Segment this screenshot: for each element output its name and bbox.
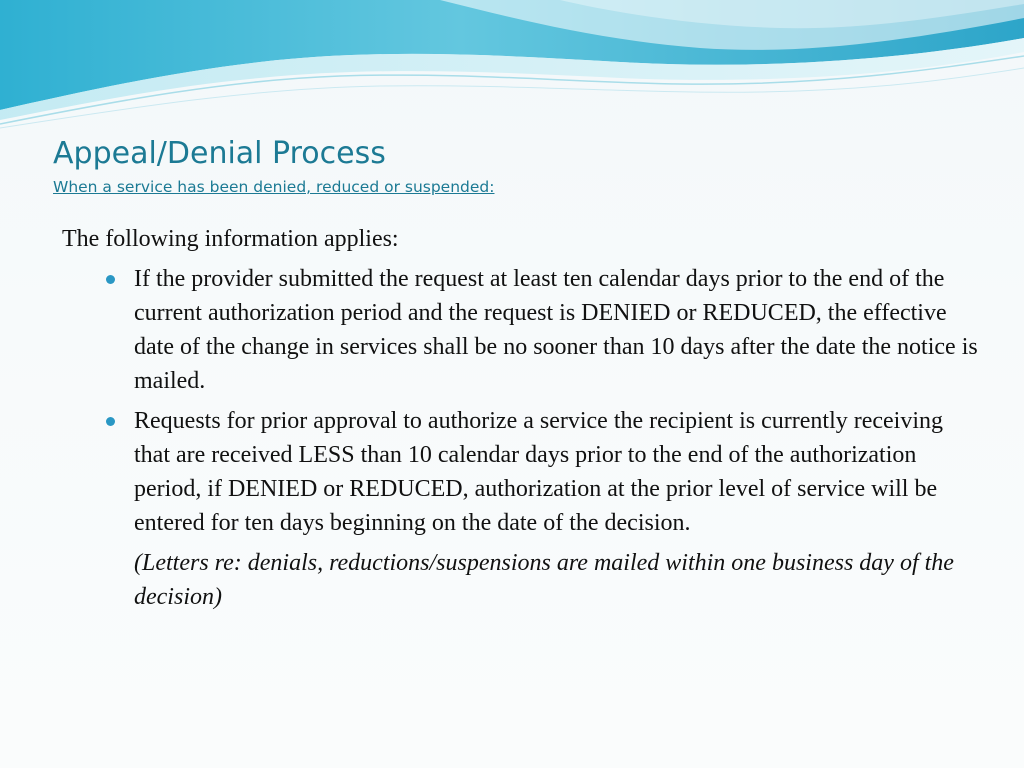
header-wave-decoration <box>0 0 1024 130</box>
slide-body <box>62 222 982 614</box>
slide-subtitle: When a service has been denied, reduced or suspended: <box>53 178 495 196</box>
bullet-list <box>62 262 982 540</box>
bullet-dot-icon <box>106 275 115 284</box>
note-text: (Letters re: denials, reductions/suspensions are mailed within one business day of the decision) <box>134 550 954 610</box>
lead-text: The following information applies: <box>62 226 399 252</box>
slide-title: Appeal/Denial Process <box>53 136 386 171</box>
bullet-text: If the provider submitted the request at least ten calendar days prior to the end of the current authorization period and the request is DENIED or REDUCED, the effective date of the change in services shall be no sooner than 10 days after the date the notice is mailed. <box>134 266 978 394</box>
bullet-dot-icon <box>106 417 115 426</box>
bullet-item <box>62 262 982 398</box>
bullet-text: Requests for prior approval to authorize a service the recipient is currently receiving that are received LESS than 10 calendar days prior to the end of the authorization period, if DENIED or REDUCED, authorization at the prior level of service will be entered for ten days beginning on the date of the decision. <box>134 408 944 536</box>
title-block <box>53 134 993 198</box>
bullet-item <box>62 404 982 540</box>
